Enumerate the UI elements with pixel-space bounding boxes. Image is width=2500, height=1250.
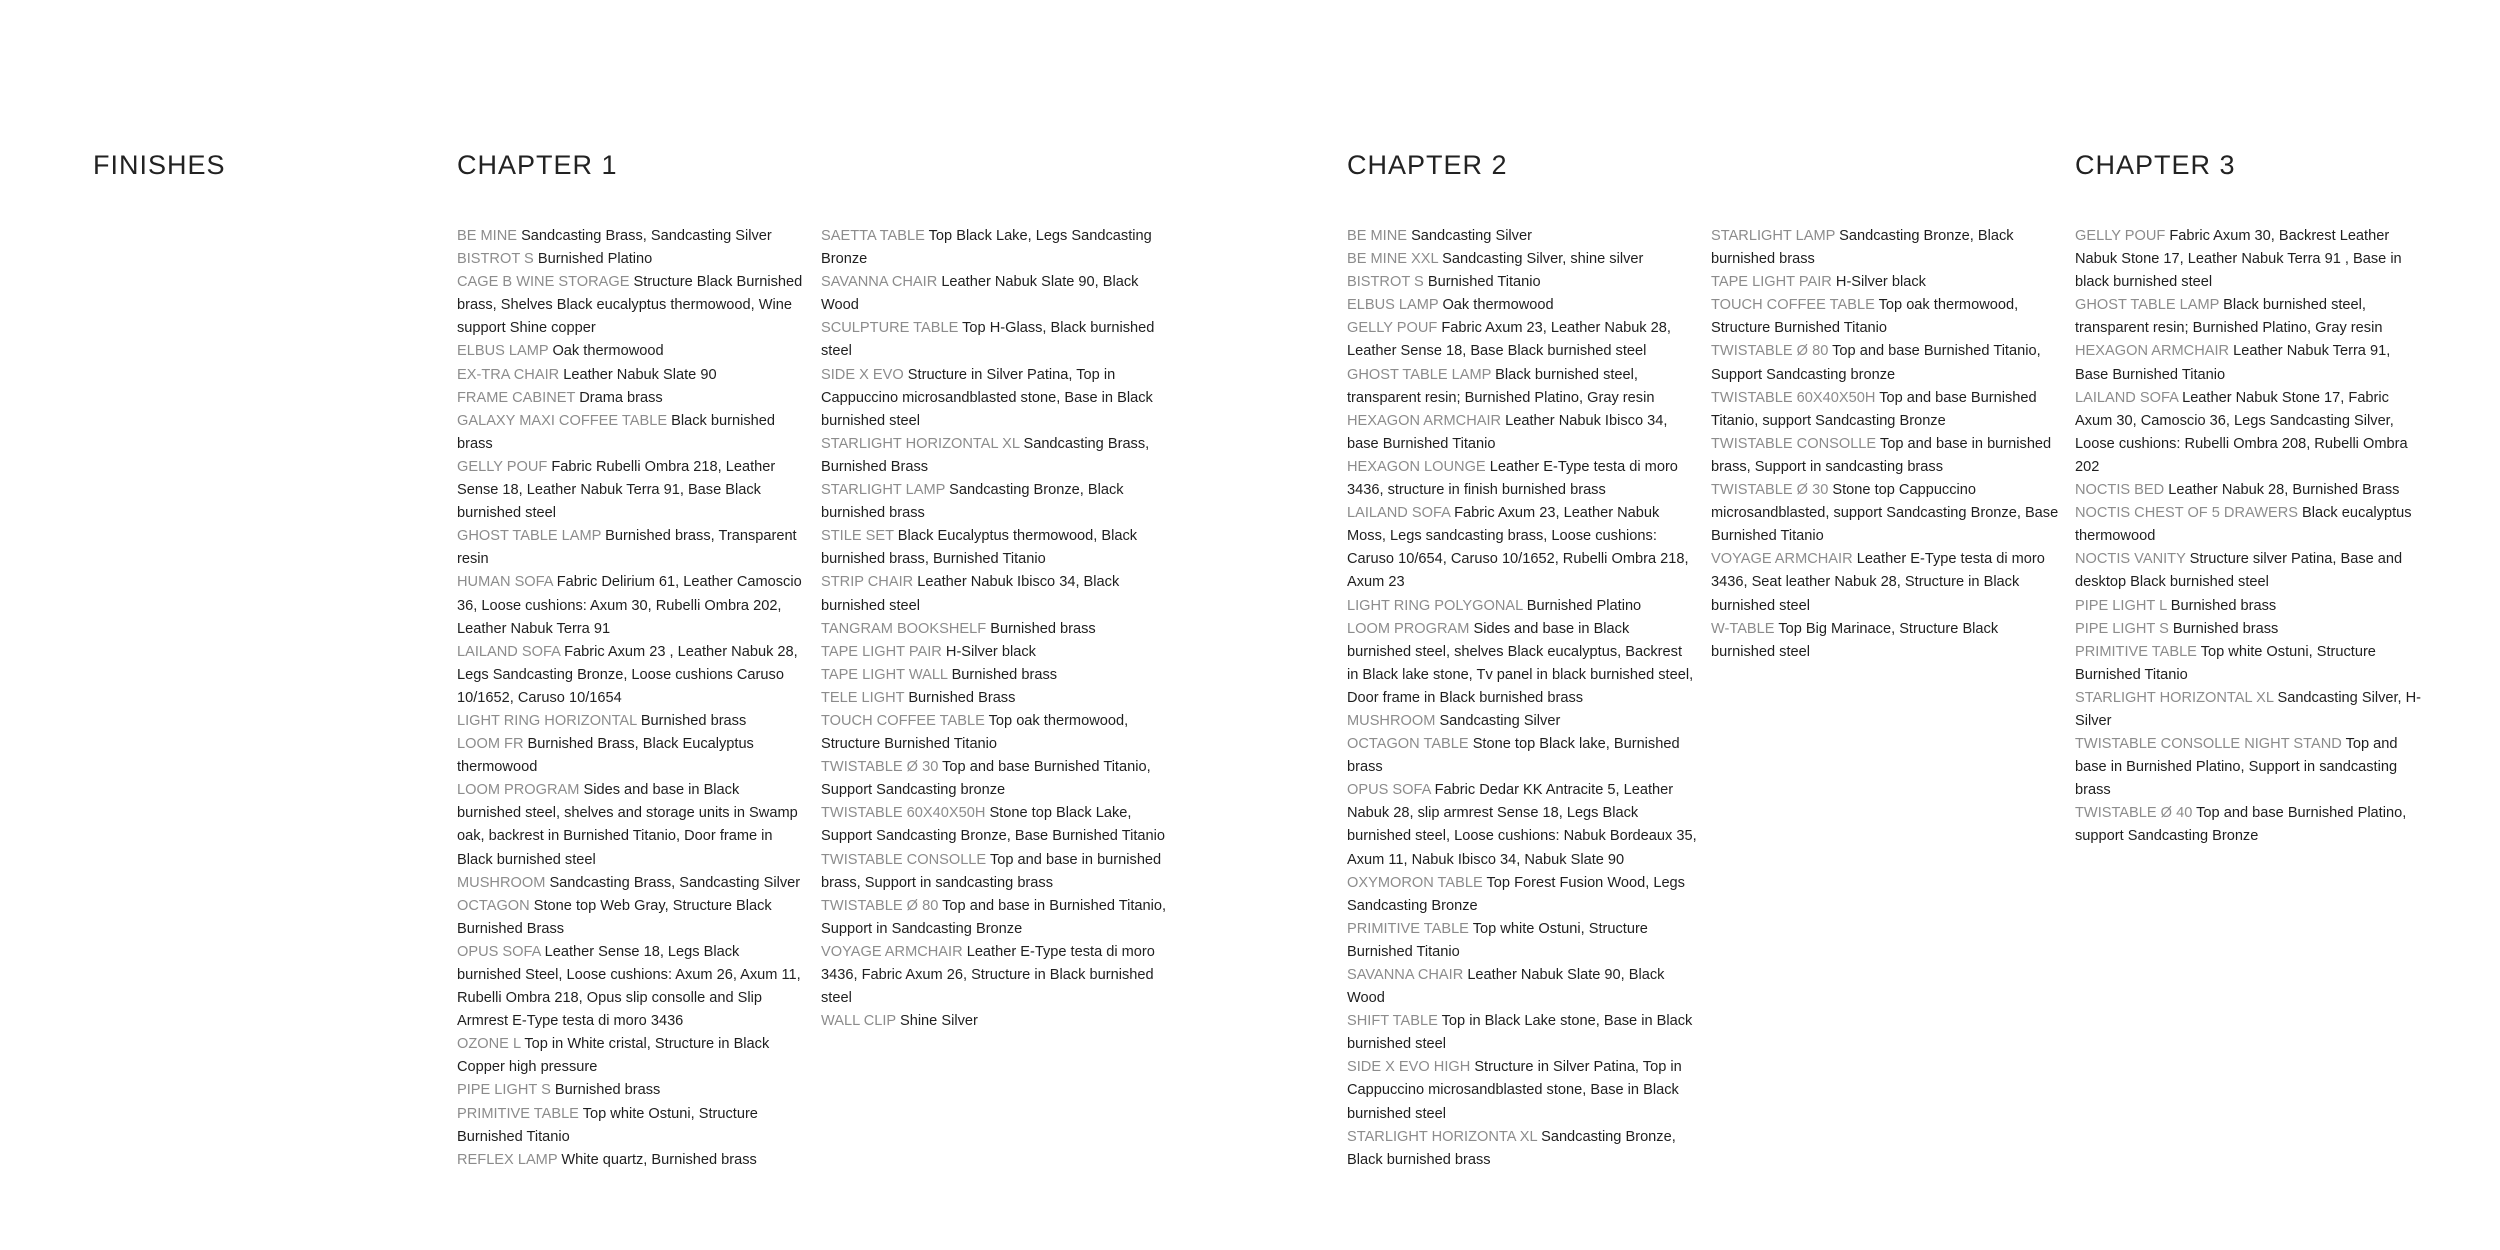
finish-item [1347,918,1697,964]
product-name: BISTROT S [1347,274,1424,291]
finish-description: Shine Silver [899,1013,978,1030]
finish-description: Leather Nabuk Slate 90, Black Wood [821,274,1139,314]
product-name: ELBUS LAMP [1347,297,1439,314]
finish-description: Black Eucalyptus thermowood, Black burnished brass, Burnished Titanio [821,528,1138,568]
finish-item [1347,1126,1697,1172]
finish-description: Top and base in burnished brass, Support in sandcasting brass [821,851,1162,891]
product-name: TWISTABLE CONSOLLE [1711,435,1877,452]
finish-item [1711,479,2061,548]
finish-item [2075,733,2425,802]
finish-description: Fabric Axum 23, Leather Nabuk Moss, Legs sandcasting brass, Loose cushions: Caruso 10/654, Caruso 10/1652, Rubelli Ombra 218, Axum 23 [1347,505,1689,591]
finish-description: Oak thermowood [552,343,664,360]
finish-description: Top Big Marinace, Structure Black burnished steel [1711,620,1999,660]
product-name: GHOST TABLE LAMP [457,528,602,545]
finish-item [2075,225,2425,294]
finish-item [1347,872,1697,918]
product-name: HEXAGON ARMCHAIR [2075,343,2230,360]
product-name: PIPE LIGHT L [2075,597,2167,614]
product-name: BE MINE [457,228,518,244]
finish-item [457,248,807,271]
finish-item [821,687,1171,710]
finish-item [457,271,807,340]
finish-description: Top oak thermowood, Structure Burnished Titanio [1711,297,2019,337]
chapter-2-list-b [1711,225,2061,664]
finish-item [821,895,1171,941]
finish-item [457,872,807,895]
product-name: MUSHROOM [457,874,546,891]
finish-item [1347,248,1697,271]
product-name: HEXAGON ARMCHAIR [1347,412,1502,429]
finish-item [1347,502,1697,594]
finish-description: Sides and base in Black burnished steel, shelves Black eucalyptus, Backrest in Black lake stone, Tv panel in black burnished steel, Door frame in Black burnished brass [1347,620,1694,706]
product-name: VOYAGE ARMCHAIR [821,943,963,960]
product-name: GELLY POUF [2075,228,2166,244]
product-name: PRIMITIVE TABLE [2075,643,2197,660]
finish-item [821,225,1171,271]
finish-item [1347,1056,1697,1125]
product-name: TWISTABLE CONSOLLE [821,851,987,868]
finish-description: Sides and base in Black burnished steel, shelves and storage units in Swamp oak, backrest in Burnished Titanio, Door frame in Black burnished steel [457,782,798,868]
finish-description: Leather Nabuk Stone 17, Fabric Axum 30, Camoscio 36, Legs Sandcasting Silver, Loose cushions: Rubelli Ombra 208, Rubelli Ombra 202 [2075,389,2408,475]
finish-item [821,756,1171,802]
finish-item [1711,618,2061,664]
finish-description: Black burnished steel, transparent resin; Burnished Platino, Gray resin [1347,366,1655,406]
finish-description: Structure silver Patina, Base and desktop Black burnished steel [2075,551,2403,591]
finish-item [457,641,807,710]
finish-description: Sandcasting Silver [1411,228,1532,244]
finish-description: Oak thermowood [1442,297,1554,314]
finish-description: Top and base Burnished Platino, support Sandcasting Bronze [2075,805,2407,845]
finish-description: Sandcasting Brass, Sandcasting Silver [521,228,772,244]
product-name: SIDE X EVO HIGH [1347,1059,1471,1076]
product-name: SIDE X EVO [821,366,904,383]
finish-item [457,779,807,871]
finish-item [457,387,807,410]
product-name: TAPE LIGHT PAIR [1711,274,1832,291]
finish-item [1711,225,2061,271]
product-name: LAILAND SOFA [2075,389,2179,406]
product-name: PRIMITIVE TABLE [1347,920,1469,937]
product-name: STARLIGHT LAMP [1711,228,1836,244]
product-name: BE MINE [1347,228,1408,244]
finish-item [1711,340,2061,386]
chapter-3-list [2075,225,2425,849]
finish-item [1347,456,1697,502]
finish-description: Black burnished steel, transparent resin; Burnished Platino, Gray resin [2075,297,2383,337]
finish-description: Burnished Platino [537,251,653,268]
finish-item [2075,548,2425,594]
chapter-2-list-a [1347,225,1697,1172]
product-name: HEXAGON LOUNGE [1347,458,1486,475]
finish-item [2075,641,2425,687]
finish-description: Burnished Brass [908,689,1016,706]
chapter-3-title: CHAPTER 3 [2075,150,2236,180]
finish-description: Top in Black Lake stone, Base in Black burnished steel [1347,1013,1693,1053]
finish-item [821,641,1171,664]
finish-item [1347,595,1697,618]
finish-description: Top and base in Burnished Platino, Support in sandcasting brass [2075,736,2398,799]
finish-item [1347,317,1697,363]
product-name: OCTAGON [457,897,530,914]
finish-description: Sandcasting Brass, Sandcasting Silver [549,874,801,891]
finish-item [821,849,1171,895]
product-name: TWISTABLE Ø 80 [821,897,939,914]
finish-item [2075,802,2425,848]
product-name: STARLIGHT HORIZONTAL XL [821,435,1020,452]
product-name: TWISTABLE Ø 30 [1711,482,1829,499]
finish-description: Stone top Cappuccino microsandblasted, support Sandcasting Bronze, Base Burnished Titanio [1711,482,2059,545]
product-name: BISTROT S [457,251,534,268]
finish-description: Fabric Axum 30, Backrest Leather Nabuk Stone 17, Leather Nabuk Terra 91 , Base in black burnished steel [2075,228,2402,291]
finish-description: Fabric Delirium 61, Leather Camoscio 36, Loose cushions: Axum 30, Rubelli Ombra 202, Leather Nabuk Terra 91 [457,574,802,637]
finish-description: Top H-Glass, Black burnished steel [821,320,1155,360]
finish-description: Top white Ostuni, Structure Burnished Titanio [2075,643,2376,683]
finish-item [457,571,807,640]
product-name: TAPE LIGHT WALL [821,666,948,683]
finish-description: Top white Ostuni, Structure Burnished Titanio [1347,920,1648,960]
finish-item [821,433,1171,479]
finish-description: Sandcasting Bronze, Black burnished brass [1711,228,2014,268]
finish-item [821,364,1171,433]
finish-description: Leather Nabuk 28, Burnished Brass [2168,482,2400,499]
finish-description: H-Silver black [945,643,1036,660]
finish-description: Sandcasting Bronze, Black burnished brass [1347,1128,1676,1168]
chapter-1-list-b [821,225,1171,1033]
finish-description: Burnished brass [554,1082,661,1099]
product-name: TOUCH COFFEE TABLE [1711,297,1875,314]
product-name: LAILAND SOFA [457,643,561,660]
finishes-title: FINISHES [93,150,226,180]
product-name: NOCTIS CHEST OF 5 DRAWERS [2075,505,2298,522]
finish-item [457,1103,807,1149]
product-name: GELLY POUF [457,458,548,475]
finish-description: Top in White cristal, Structure in Black Copper high pressure [457,1036,770,1076]
finish-item [1347,294,1697,317]
finish-item [2075,687,2425,733]
finish-description: Top and base Burnished Titanio, support Sandcasting Bronze [1711,389,2037,429]
finish-item [2075,387,2425,479]
finish-description: Burnished Brass, Black Eucalyptus thermowood [457,736,754,776]
product-name: SAETTA TABLE [821,228,925,244]
finish-item [821,571,1171,617]
finish-item [821,941,1171,1010]
product-name: TELE LIGHT [821,689,905,706]
finish-item [821,525,1171,571]
product-name: WALL CLIP [821,1013,896,1030]
product-name: OPUS SOFA [457,943,541,960]
product-name: OZONE L [457,1036,521,1053]
finish-description: Top white Ostuni, Structure Burnished Titanio [457,1105,758,1145]
finish-description: Top Forest Fusion Wood, Legs Sandcasting Bronze [1347,874,1685,914]
finish-description: Leather Nabuk Slate 90, Black Wood [1347,967,1665,1007]
finish-description: Burnished brass [990,620,1096,637]
finish-item [1347,1010,1697,1056]
product-name: GALAXY MAXI COFFEE TABLE [457,412,668,429]
finish-item [457,525,807,571]
finish-item [821,479,1171,525]
product-name: OPUS SOFA [1347,782,1431,799]
product-name: LOOM PROGRAM [1347,620,1470,637]
finish-item [1347,710,1697,733]
finish-item [457,225,807,248]
finish-description: Top and base Burnished Titanio, Support Sandcasting bronze [821,759,1151,799]
product-name: SAVANNA CHAIR [1347,967,1464,983]
product-name: TANGRAM BOOKSHELF [821,620,987,637]
finish-description: Leather Sense 18, Legs Black burnished Steel, Loose cushions: Axum 26, Axum 11, Rubelli Ombra 218, Opus slip consolle and Slip Armrest E-Type testa di moro 3436 [457,943,801,1030]
finish-description: Structure Black Burnished brass, Shelves Black eucalyptus thermowood, Wine support Shine copper [457,274,803,337]
finish-item [821,271,1171,317]
finish-description: Sandcasting Brass, Burnished Brass [821,435,1150,475]
product-name: EX-TRA CHAIR [457,366,560,383]
product-name: LIGHT RING POLYGONAL [1347,597,1523,614]
product-name: STARLIGHT HORIZONTA XL [1347,1128,1538,1145]
finish-item [1347,364,1697,410]
product-name: LOOM FR [457,736,524,753]
product-name: BE MINE XXL [1347,251,1439,268]
finish-description: Leather E-Type testa di moro 3436, Seat leather Nabuk 28, Structure in Black burnished steel [1711,551,2045,614]
finish-item [1711,271,2061,294]
finish-description: Top and base in burnished brass, Support in sandcasting brass [1711,435,2052,475]
finish-item [457,733,807,779]
product-name: W-TABLE [1711,620,1775,637]
finish-description: Structure in Silver Patina, Top in Cappuccino microsandblasted stone, Base in Black burnished steel [1347,1059,1682,1122]
finish-item [457,340,807,363]
product-name: TAPE LIGHT PAIR [821,643,942,660]
finish-description: White quartz, Burnished brass [561,1151,757,1168]
finish-item [457,1079,807,1102]
finish-description: Fabric Dedar KK Antracite 5, Leather Nabuk 28, slip armrest Sense 18, Legs Black burnished steel, Loose cushions: Nabuk Bordeaux 35, Axum 11, Nabuk Ibisco 34, Nabuk Slate 90 [1347,782,1697,868]
product-name: CAGE B WINE STORAGE [457,274,630,291]
finish-item [457,1149,807,1172]
product-name: STARLIGHT LAMP [821,482,946,499]
chapter-2-title: CHAPTER 2 [1347,150,1508,180]
product-name: PIPE LIGHT S [2075,620,2169,637]
product-name: OCTAGON TABLE [1347,736,1469,753]
finish-item [2075,618,2425,641]
finish-item [821,317,1171,363]
finish-item [1347,733,1697,779]
product-name: LAILAND SOFA [1347,505,1451,522]
product-name: SHIFT TABLE [1347,1013,1438,1030]
finish-description: Leather E-Type testa di moro 3436, Fabric Axum 26, Structure in Black burnished steel [821,943,1155,1007]
chapter-1-list-a [457,225,807,1172]
finish-description: Sandcasting Silver, shine silver [1442,251,1644,268]
product-name: NOCTIS BED [2075,482,2165,499]
finish-item [457,456,807,525]
finish-description: Stone top Black Lake, Support Sandcasting Bronze, Base Burnished Titanio [821,805,1165,845]
finish-description: Structure in Silver Patina, Top in Cappuccino microsandblasted stone, Base in Black burnished steel [821,366,1153,429]
product-name: NOCTIS VANITY [2075,551,2186,568]
product-name: STARLIGHT HORIZONTAL XL [2075,689,2274,706]
finish-description: Stone top Black lake, Burnished brass [1347,736,1680,776]
finish-item [1711,294,2061,340]
finish-item [1711,548,2061,617]
finish-description: Stone top Web Gray, Structure Black Burnished Brass [457,897,772,937]
finish-description: Burnished Titanio [1427,274,1541,291]
finish-item [2075,595,2425,618]
product-name: PIPE LIGHT S [457,1082,551,1099]
product-name: OXYMORON TABLE [1347,874,1483,891]
finish-item [1347,271,1697,294]
finish-item [457,895,807,941]
finish-description: Fabric Axum 23 , Leather Nabuk 28, Legs Sandcasting Bronze, Loose cushions Caruso 10/1652, Caruso 10/1654 [457,643,798,706]
finish-description: Leather Nabuk Slate 90 [563,366,717,383]
finish-item [821,1010,1171,1033]
finish-item [821,664,1171,687]
finish-description: Leather Nabuk Ibisco 34, Black burnished steel [821,574,1120,614]
finish-item [2075,502,2425,548]
product-name: TWISTABLE 60X40X50H [1711,389,1876,406]
finish-item [1711,387,2061,433]
finish-description: Black eucalyptus thermowood [2075,505,2412,545]
finish-description: Burnished brass [2172,620,2279,637]
finish-description: Fabric Axum 23, Leather Nabuk 28, Leather Sense 18, Base Black burnished steel [1347,320,1671,360]
finish-item [457,710,807,733]
product-name: REFLEX LAMP [457,1151,558,1168]
finish-description: Drama brass [579,389,663,406]
finish-description: Sandcasting Silver [1439,712,1561,729]
finish-description: Top Black Lake, Legs Sandcasting Bronze [821,228,1152,268]
finish-description: Sandcasting Bronze, Black burnished brass [821,482,1124,522]
product-name: TWISTABLE 60X40X50H [821,805,986,822]
finish-description: Top oak thermowood, Structure Burnished Titanio [821,712,1129,753]
product-name: SAVANNA CHAIR [821,274,938,291]
finish-item [457,410,807,456]
product-name: PRIMITIVE TABLE [457,1105,579,1122]
finish-item [457,364,807,387]
finish-description: Top and base Burnished Titanio, Support Sandcasting bronze [1711,343,2041,383]
finish-item [821,710,1171,756]
finish-description: Burnished brass [2170,597,2277,614]
product-name: HUMAN SOFA [457,574,553,591]
product-name: TWISTABLE CONSOLLE NIGHT STAND [2075,736,2342,753]
product-name: TWISTABLE Ø 80 [1711,343,1829,360]
product-name: STILE SET [821,528,894,545]
finish-description: Sandcasting Silver, H-Silver [2075,689,2422,729]
finish-description: Burnished brass [951,666,1058,683]
product-name: TWISTABLE Ø 30 [821,759,939,776]
product-name: TWISTABLE Ø 40 [2075,805,2193,822]
product-name: LIGHT RING HORIZONTAL [457,712,637,729]
finish-item [2075,479,2425,502]
product-name: GHOST TABLE LAMP [2075,297,2220,314]
product-name: FRAME CABINET [457,389,576,406]
finish-description: Black burnished brass [457,412,775,452]
finish-description: Burnished Platino [1526,597,1642,614]
finish-description: Burnished brass, Transparent resin [457,528,797,568]
product-name: VOYAGE ARMCHAIR [1711,551,1853,568]
finish-item [457,941,807,1033]
finish-item [1347,410,1697,456]
chapter-1-title: CHAPTER 1 [457,150,618,180]
finish-description: Leather Nabuk Ibisco 34, base Burnished Titanio [1347,412,1668,452]
product-name: TOUCH COFFEE TABLE [821,712,985,729]
product-name: SCULPTURE TABLE [821,320,959,337]
finish-description: H-Silver black [1835,274,1926,291]
finish-item [821,618,1171,641]
finish-description: Fabric Rubelli Ombra 218, Leather Sense 18, Leather Nabuk Terra 91, Base Black burnished steel [457,458,776,522]
finish-description: Leather E-Type testa di moro 3436, structure in finish burnished brass [1347,458,1678,499]
product-name: MUSHROOM [1347,712,1436,729]
finish-item [2075,294,2425,340]
finish-description: Top and base in Burnished Titanio, Support in Sandcasting Bronze [821,897,1167,937]
finish-item [1347,225,1697,248]
finish-description: Burnished brass [640,712,747,729]
product-name: GELLY POUF [1347,320,1438,337]
product-name: LOOM PROGRAM [457,782,580,799]
finish-item [457,1033,807,1079]
product-name: ELBUS LAMP [457,343,549,360]
finish-description: Leather Nabuk Terra 91, Base Burnished Titanio [2075,343,2391,383]
finish-item [821,802,1171,848]
finish-item [1347,618,1697,710]
finish-item [1347,964,1697,1010]
product-name: STRIP CHAIR [821,574,914,591]
finish-item [2075,340,2425,386]
finish-item [1711,433,2061,479]
product-name: GHOST TABLE LAMP [1347,366,1492,383]
finish-item [1347,779,1697,871]
